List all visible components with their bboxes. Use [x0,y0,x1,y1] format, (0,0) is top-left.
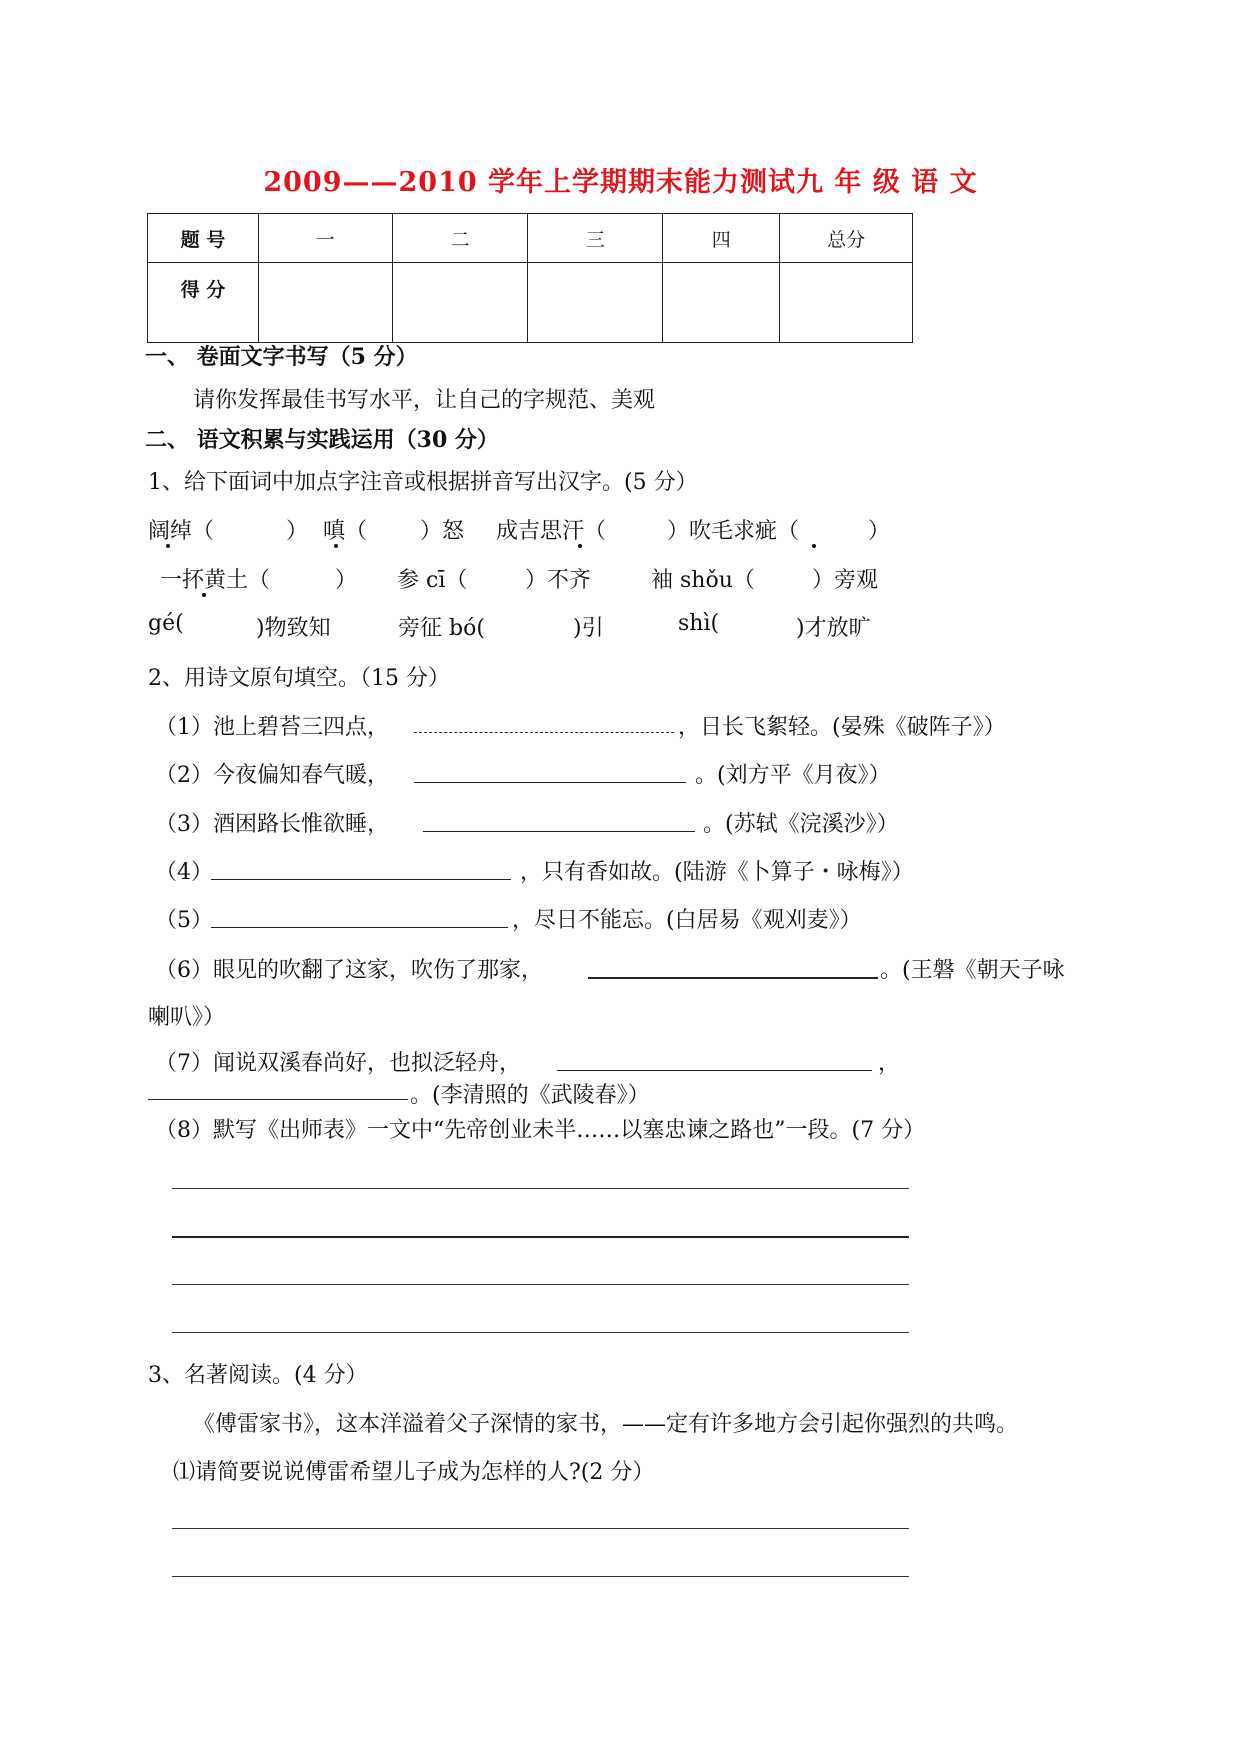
q2-item-3-blank[interactable] [423,831,695,832]
q2-item-6-source: 。(王磐《朝天子咏 [880,958,1065,983]
emphasis-dot [166,544,170,548]
q1-word: 成吉思汗（ [496,519,607,544]
q1-word: ）不齐 [525,568,592,593]
q1-word: ）旁观 [812,568,879,593]
section1-heading: 一、 卷面文字书写（5 分） [145,344,418,370]
emphasis-dot [334,544,338,548]
answer-line[interactable] [172,1576,909,1577]
q1-word: 参 cī（ [397,568,468,593]
q2-prompt: 2、用诗文原句填空。（15 分） [148,666,450,691]
q2-item-6-source-cont: 喇叭》） [148,1005,226,1030]
q1-word: )物致知 [256,616,331,641]
score-input-cell[interactable] [258,263,392,343]
q3-passage: 《傅雷家书》，这本洋溢着父子深情的家书，——定有许多地方会引起你强烈的共鸣。 [193,1412,1019,1437]
q2-item-2-source: 。(刘方平《月夜》） [695,763,891,788]
section1-instruction: 请你发挥最佳书写水平，让自己的字规范、美观 [193,388,656,413]
q2-item-2-text: （2）今夜偏知春气暖， [155,763,389,788]
q1-word: ） [868,519,891,544]
emphasis-dot [202,593,206,597]
q1-word: 旁征 bó( [398,616,485,641]
q1-word: )才放旷 [796,616,871,641]
score-table-cell: 三 [528,214,663,263]
score-table-cell: 总分 [780,214,913,263]
q2-item-7-text: （7）闻说双溪春尚好，也拟泛轻舟， [155,1051,521,1076]
q2-item-1-text: （1）池上碧苔三四点， [155,715,389,740]
q1-word: shì( [678,611,720,636]
score-table-cell: 二 [392,214,528,263]
q1-word: ）怒 [420,519,465,544]
answer-line[interactable] [172,1188,909,1189]
q2-item-8-text: （8）默写《出师表》一文中“先帝创业未半……以塞忠谏之路也”一段。(7 分） [155,1118,926,1143]
score-table-cell: 得 分 [148,263,259,343]
q1-word: 嗔（ [323,519,368,544]
q1-prompt: 1、给下面词中加点字注音或根据拼音写出汉字。(5 分） [148,470,698,495]
q2-item-4-blank[interactable] [211,879,511,880]
score-input-cell[interactable] [663,263,780,343]
q1-word: ） [286,519,309,544]
q2-item-6-blank[interactable] [588,977,878,979]
score-table-score-row [148,263,913,343]
q2-item-1-source: ，日长飞絮轻。(晏殊《破阵子》） [678,715,1006,740]
q2-item-3-source: 。(苏轼《浣溪沙》） [703,812,899,837]
score-table-header-row [148,214,913,263]
q2-item-5-source: ，尽日不能忘。(白居易《观刈麦》） [512,908,862,933]
q2-item-6-text: （6）眼见的吹翻了这家，吹伤了那家， [155,958,543,983]
answer-line[interactable] [172,1332,909,1333]
answer-line[interactable] [172,1236,909,1238]
score-table-cell: 一 [258,214,392,263]
score-input-cell[interactable] [780,263,913,343]
q2-item-4-source: ，只有香如故。(陆游《卜算子・咏梅》） [520,860,914,885]
q2-item-5-blank[interactable] [211,927,508,928]
answer-line[interactable] [172,1284,909,1285]
q1-word: 一抔黄土（ [160,568,271,593]
q2-item-7-blank-a[interactable] [557,1070,872,1071]
exam-title: 2009——2010 学年上学期期末能力测试九 年 级 语 文 [263,167,978,198]
q3-sub1: ⑴请简要说说傅雷希望儿子成为怎样的人?(2 分） [173,1460,655,1485]
q2-item-7-source: 。(李清照的《武陵春》） [410,1083,650,1108]
q1-word: gé( [148,611,184,636]
emphasis-dot [578,544,582,548]
q2-item-7-blank-b[interactable] [148,1099,408,1100]
score-table-cell: 四 [663,214,780,263]
score-table [147,213,913,343]
q2-item-4-text: （4） [155,860,213,885]
q2-item-3-text: （3）酒困路长惟欲睡， [155,812,389,837]
section2-heading: 二、 语文积累与实践运用（30 分） [145,427,499,453]
q1-word: ） [335,568,358,593]
q2-item-7-comma: ， [878,1051,901,1076]
q1-word: )引 [573,616,604,641]
q2-item-5-text: （5） [155,908,213,933]
q1-word: ）吹毛求疵（ [667,519,800,544]
q2-item-2-blank[interactable] [414,782,686,783]
q2-item-1-blank[interactable] [414,732,674,733]
score-input-cell[interactable] [392,263,528,343]
score-input-cell[interactable] [528,263,663,343]
score-table-cell: 题 号 [148,214,259,263]
answer-line[interactable] [172,1528,909,1529]
q1-word: 袖 shǒu（ [651,568,755,593]
q3-prompt: 3、名著阅读。(4 分） [148,1363,368,1388]
q1-word: 阔绰（ [148,519,215,544]
emphasis-dot [812,544,816,548]
